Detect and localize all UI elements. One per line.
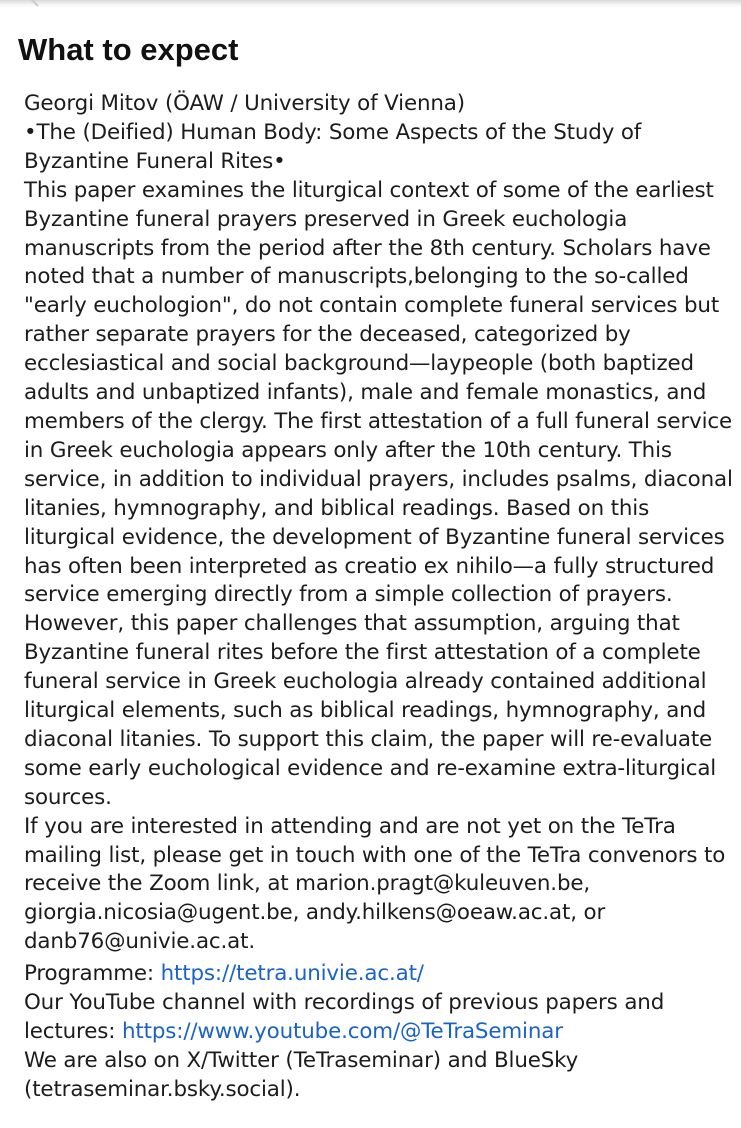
- youtube-label: Our YouTube channel with recordings of previous papers and lectures:: [24, 990, 665, 1044]
- programme-link[interactable]: https://tetra.univie.ac.at/: [160, 961, 424, 987]
- programme-label: Programme:: [24, 961, 161, 987]
- page-title: What to expect: [18, 32, 239, 67]
- talk-abstract: This paper examines the liturgical context of some of the earliest Byzantine funeral prayers preserved in Greek euchologia manuscripts from the period after the 8th century. Scholars have noted that a number of manuscripts,belonging to the so-called "early euchologion", do not contain complete funeral services but rather separate prayers for the deceased, categorized by ecclesiastical and social background—laypeople (both baptized adults and unbaptized infants), male and female monastics, and members of the clergy. The first attestation of a full funeral service in Greek euchologia appears only after the 10th century. This service, in addition to individual prayers, includes psalms, diaconal litanies, hymnography, and biblical readings. Based on this liturgical evidence, the development of Byzantine funeral services has often been interpreted as creatio ex nihilo—a fully structured service emerging directly from a simple collection of prayers. However, this paper challenges that assumption, arguing that Byzantine funeral rites before the first attestation of a complete funeral service in Greek euchologia already contained additional liturgical elements, such as biblical readings, hymnography, and diaconal litanies. To support this claim, the paper will re-evaluate some early euchological evidence and re-examine extra-liturgical sources.: [24, 177, 733, 810]
- talk-title: •The (Deified) Human Body: Some Aspects of the Study of Byzantine Funeral Rites•: [24, 119, 642, 174]
- attendance-info: If you are interested in attending and are not yet on the TeTra mailing list, please get in touch with one of the TeTra convenors to receive the Zoom link, at marion.pragt@kuleuven.be, giorgia.nicosia@ugent.be, andy.hilkens@oeaw.ac.at, or danb76@univie.ac.at.: [24, 813, 726, 955]
- speaker-name: Georgi Mitov (ÖAW / University of Vienna): [24, 91, 465, 116]
- social-info: We are also on X/Twitter (TeTraseminar) and BlueSky (tetraseminar.bsky.social).: [24, 1047, 579, 1102]
- event-description: [24, 90, 736, 1105]
- top-bar-shadow: [0, 0, 741, 8]
- programme-line: [24, 960, 736, 989]
- youtube-link[interactable]: https://www.youtube.com/@TeTraSeminar: [121, 1019, 563, 1044]
- youtube-line: [24, 989, 736, 1047]
- back-arrow-icon[interactable]: [24, 0, 54, 16]
